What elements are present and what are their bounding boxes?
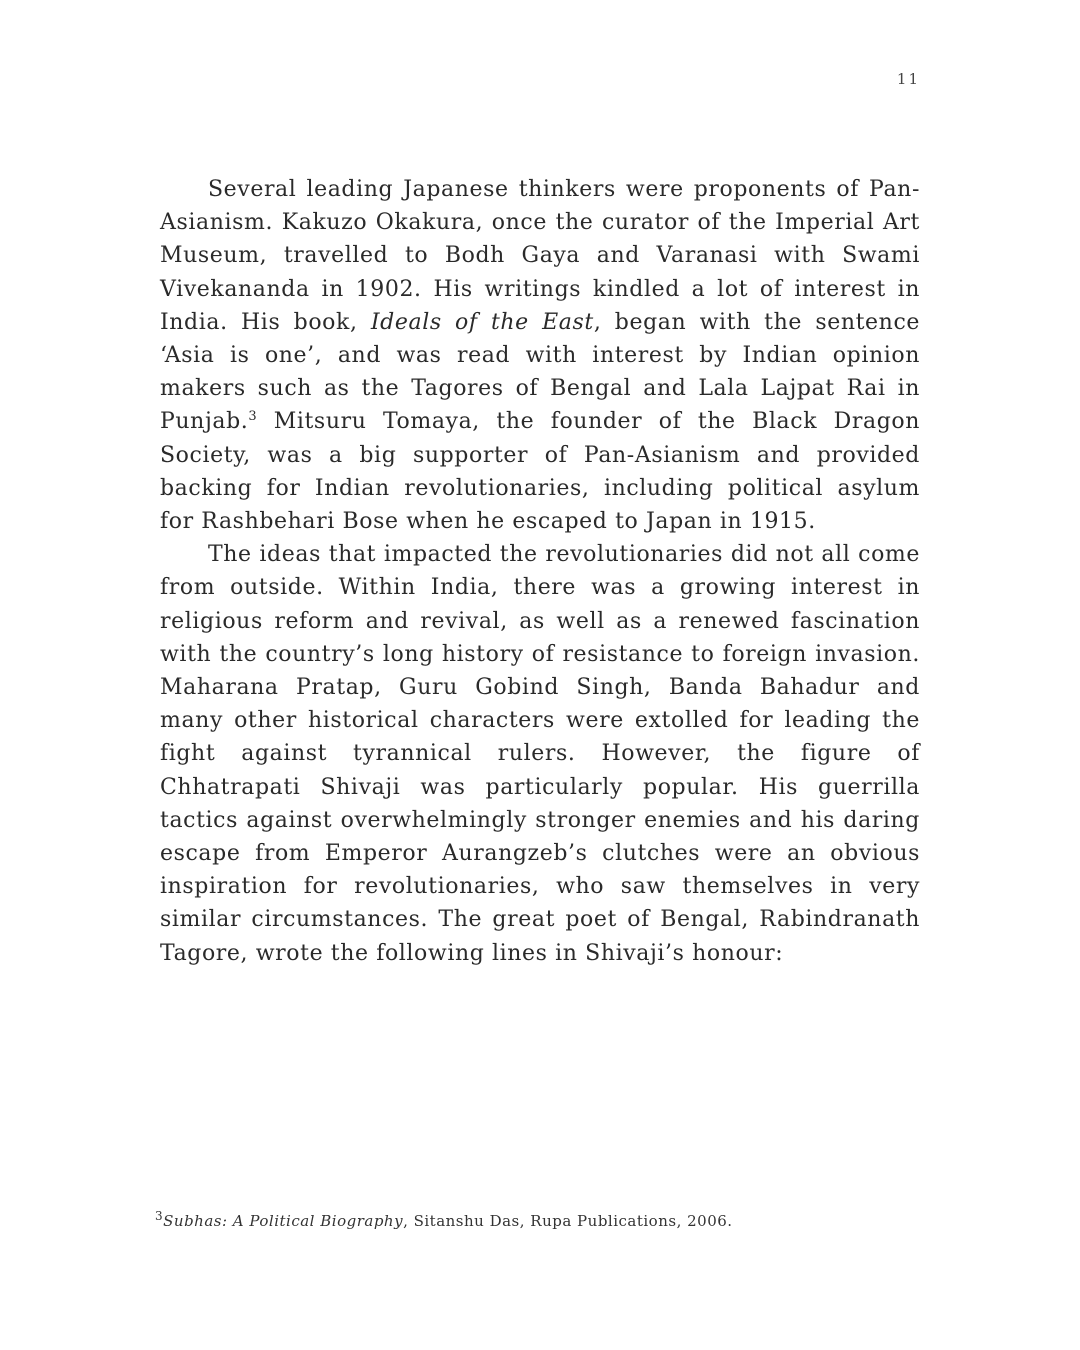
footnote-details: , Sitanshu Das, Rupa Publications, 2006. <box>403 1212 733 1230</box>
page-number: 11 <box>896 70 920 88</box>
paragraph-1-part-1: Several leading Japanese thinkers were proponents of Pan-Asianism. Kakuzo Okakura, once the curator of the Imperial Art Museum, travelled to Bodh Gaya and Varanasi with Swami Vivekananda in 1902. His writings kindled a lot of interest in India. His book, <box>160 177 920 335</box>
paragraph-1 <box>160 173 920 538</box>
footnote-title: Subhas: A Political Biography <box>163 1212 404 1230</box>
paragraph-1-part-3: Mitsuru Tomaya, the founder of the Black Dragon Society, was a big supporter of Pan-Asianism and provided backing for Indian revolutionaries, including political asylum for Rashbehari Bose when he escaped to Japan in 1915. <box>160 409 920 535</box>
body-text <box>160 173 920 970</box>
footnote-marker: 3 <box>155 1209 164 1223</box>
footnote <box>155 1209 915 1230</box>
paragraph-1-part-2: , began with the sentence ‘Asia is one’, and was read with interest by Indian opinion makers such as the Tagores of Bengal and Lala Lajpat Rai in Punjab. <box>160 309 920 435</box>
footnote-reference: 3 <box>248 409 258 425</box>
paragraph-2: The ideas that impacted the revolutionaries did not all come from outside. Within India, there was a growing interest in religious reform and revival, as well as a renewed fascination with the country’s long history of resistance to foreign invasion. Maharana Pratap, Guru Gobind Singh, Banda Bahadur and many other historical characters were extolled for leading the fight against tyrannical rulers. However, the figure of Chhatrapati Shivaji was particularly popular. His guerrilla tactics against overwhelmingly stronger enemies and his daring escape from Emperor Aurangzeb’s clutches were an obvious inspiration for revolutionaries, who saw themselves in very similar circumstances. The great poet of Bengal, Rabindranath Tagore, wrote the following lines in Shivaji’s honour: <box>160 542 920 966</box>
book-title: Ideals of the East <box>370 309 594 335</box>
